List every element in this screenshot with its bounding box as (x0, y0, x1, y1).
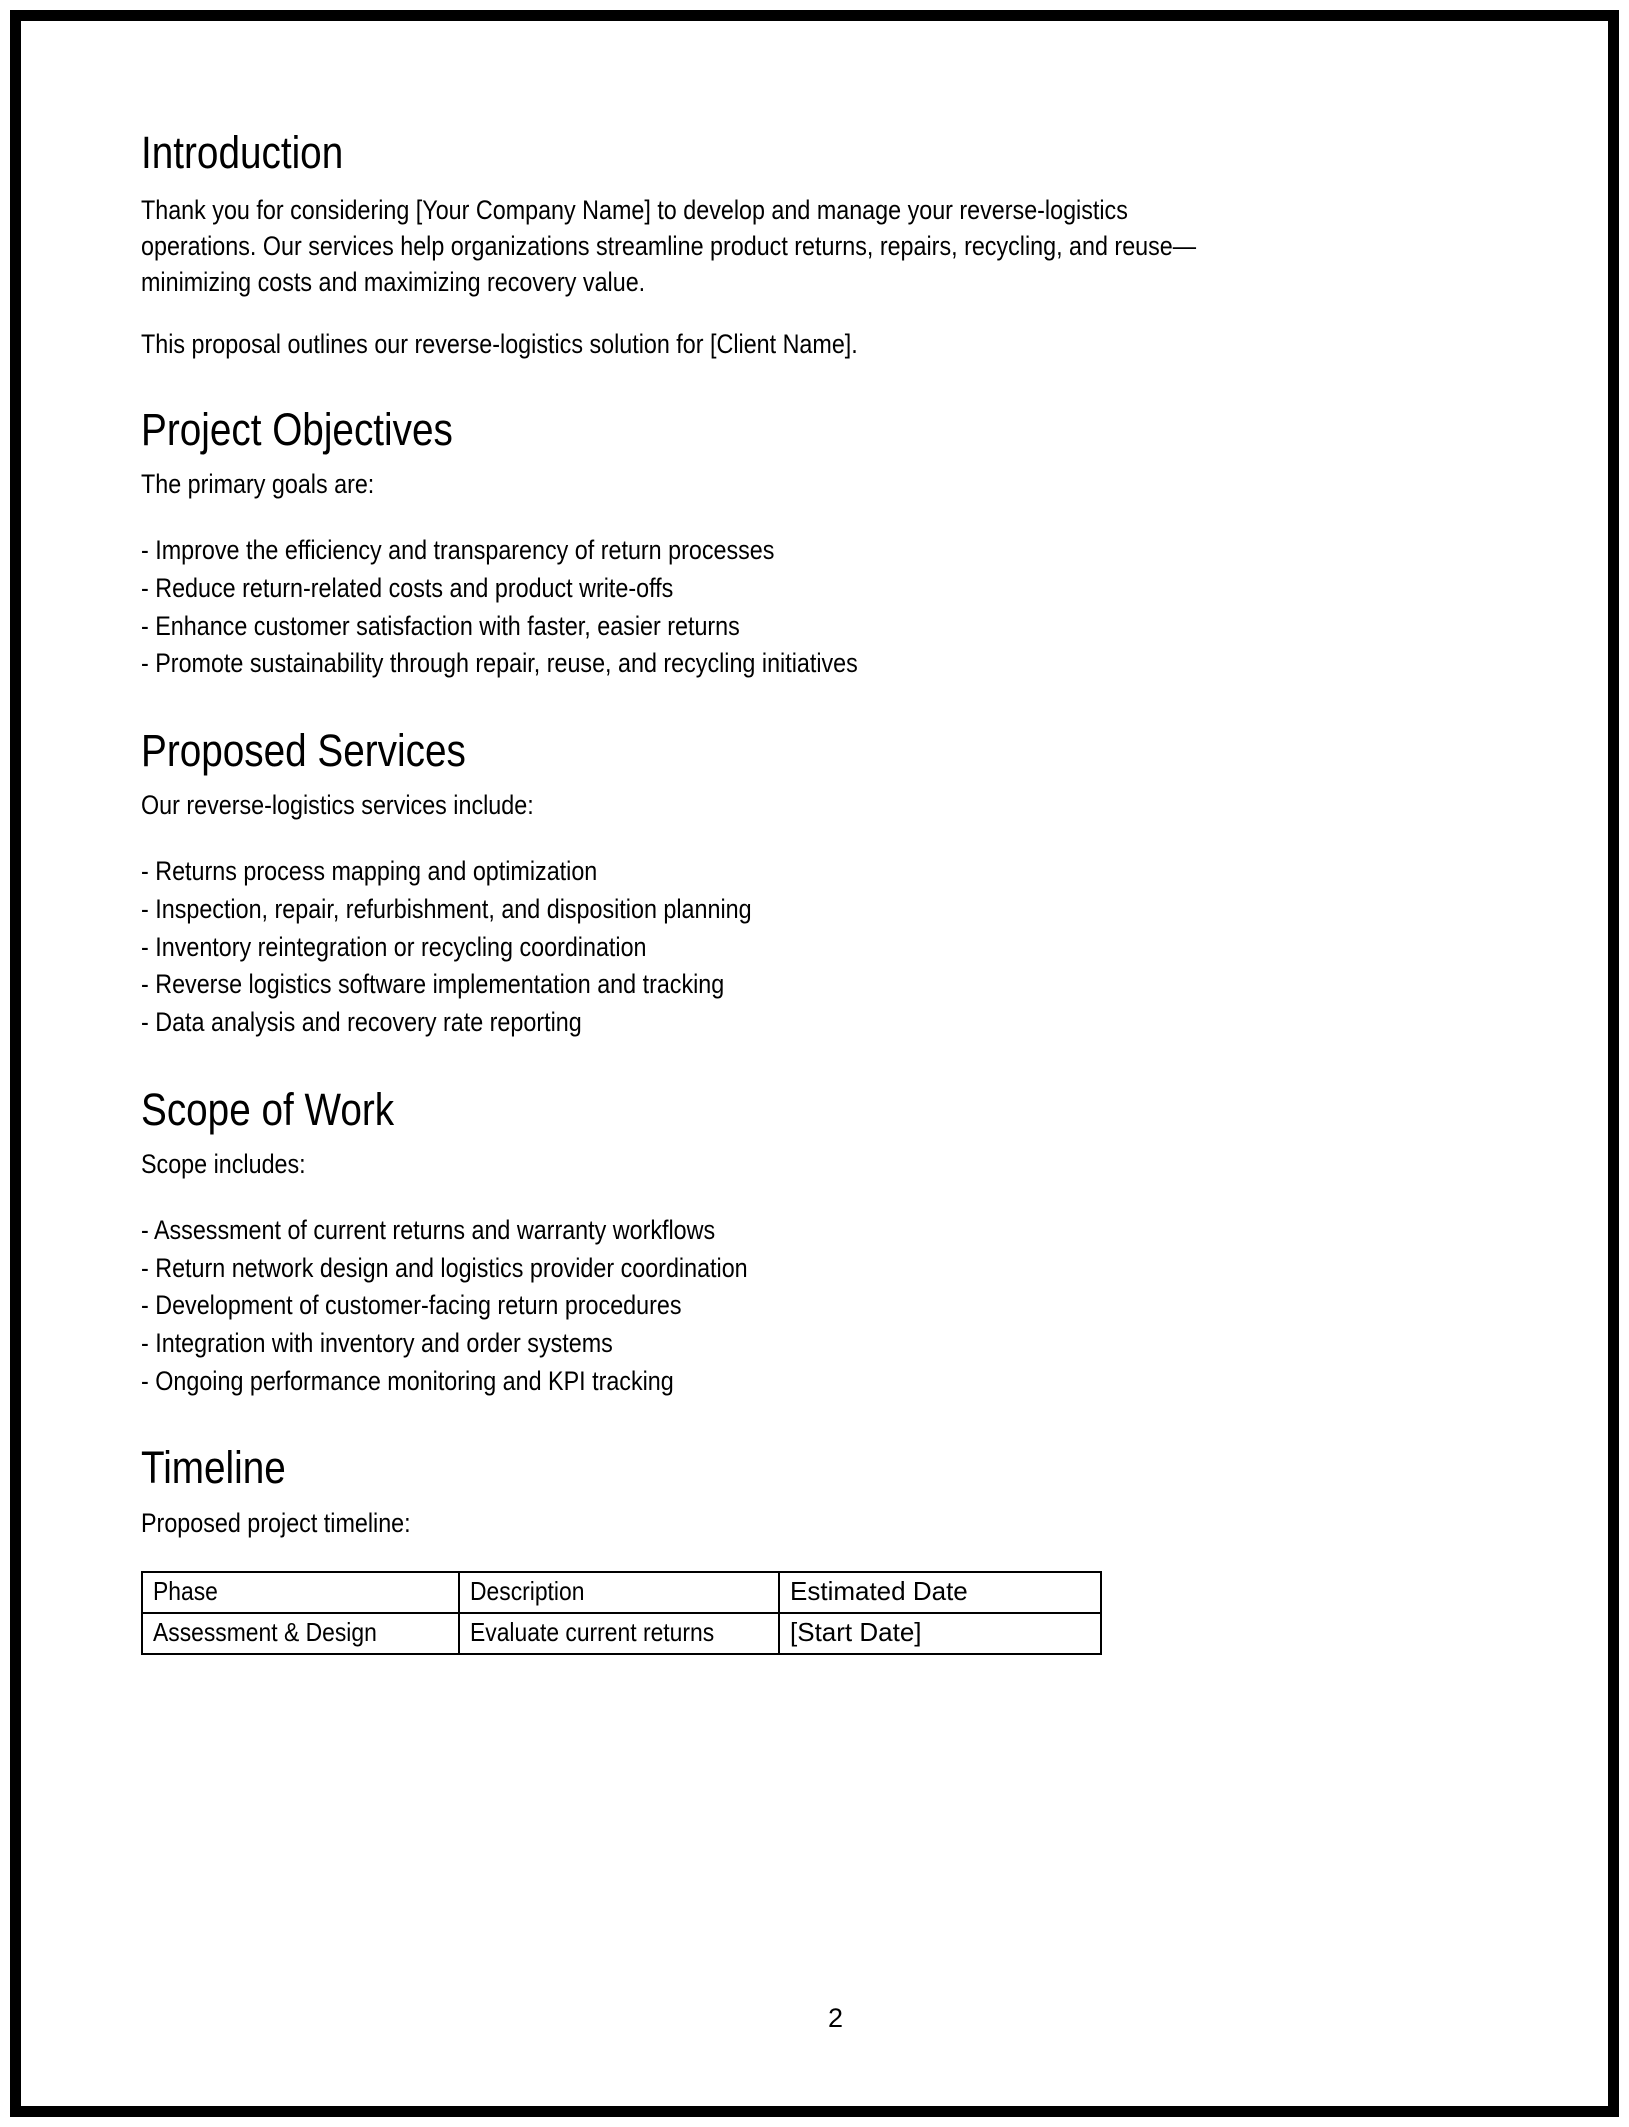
list-item: - Inspection, repair, refurbishment, and disposition planning (141, 894, 752, 925)
column-header-estimated-date (779, 1572, 1101, 1613)
table-body (142, 1613, 1101, 1654)
column-header-phase (142, 1572, 459, 1613)
page-footer (21, 2003, 1629, 2034)
list-item: - Development of customer-facing return procedures (141, 1290, 682, 1321)
lead-proposed-services: Our reverse-logistics services include: (141, 790, 534, 821)
table-header-row (142, 1572, 1101, 1613)
list-item: - Data analysis and recovery rate reporting (141, 1006, 582, 1037)
cell-phase (142, 1613, 459, 1654)
list-item: - Enhance customer satisfaction with faster, easier returns (141, 610, 740, 641)
paragraph-intro-1: Thank you for considering [Your Company Name] to develop and manage your reverse-logistics operations. Our services help organizations streamline product returns, repairs, recycling, and reuse—minimizing costs and maximizing recovery value. (141, 194, 1197, 297)
heading-scope-of-work: Scope of Work (141, 1083, 395, 1135)
cell-text: Description (470, 1576, 585, 1607)
cell-text: [Start Date] (790, 1617, 922, 1648)
list-item: - Returns process mapping and optimization (141, 856, 598, 887)
list-item: - Ongoing performance monitoring and KPI tracking (141, 1365, 674, 1396)
list-item: - Inventory reintegration or recycling coordination (141, 931, 647, 962)
section-project-objectives (141, 403, 1211, 683)
column-header-description (459, 1572, 779, 1613)
list-item: - Integration with inventory and order systems (141, 1328, 613, 1359)
page-number: 2 (827, 2003, 844, 2033)
lead-project-objectives: The primary goals are: (141, 469, 375, 500)
lead-scope-of-work: Scope includes: (141, 1149, 306, 1180)
list-item: - Return network design and logistics provider coordination (141, 1252, 748, 1283)
page-border-frame (10, 10, 1619, 2117)
lead-timeline: Proposed project timeline: (141, 1507, 411, 1538)
table-header (142, 1572, 1101, 1613)
table-row (142, 1613, 1101, 1654)
list-item: - Reduce return-related costs and product write-offs (141, 572, 674, 603)
list-item: - Improve the efficiency and transparency of return processes (141, 535, 775, 566)
list-project-objectives (141, 532, 1205, 683)
section-proposed-services (141, 724, 1211, 1042)
section-scope-of-work (141, 1083, 1211, 1401)
heading-proposed-services: Proposed Services (141, 724, 466, 776)
cell-text: Phase (153, 1576, 218, 1607)
paragraph-intro-2: This proposal outlines our reverse-logistics solution for [Client Name]. (141, 328, 858, 359)
list-proposed-services (141, 853, 1205, 1041)
heading-introduction: Introduction (141, 127, 344, 178)
cell-estimated-date (779, 1613, 1101, 1654)
document-content (141, 129, 1211, 1655)
cell-text: Evaluate current returns (470, 1617, 715, 1648)
list-scope-of-work (141, 1212, 1205, 1400)
section-introduction (141, 129, 1211, 362)
cell-text: Estimated Date (790, 1576, 968, 1607)
cell-text: Assessment & Design (153, 1617, 377, 1648)
list-item: - Reverse logistics software implementation and tracking (141, 969, 725, 1000)
list-item: - Promote sustainability through repair, reuse, and recycling initiatives (141, 648, 858, 679)
section-timeline (141, 1444, 1211, 1655)
heading-timeline: Timeline (141, 1442, 286, 1494)
list-item: - Assessment of current returns and warranty workflows (141, 1215, 716, 1246)
cell-description (459, 1613, 779, 1654)
heading-project-objectives: Project Objectives (141, 403, 453, 455)
timeline-table (141, 1571, 1102, 1655)
